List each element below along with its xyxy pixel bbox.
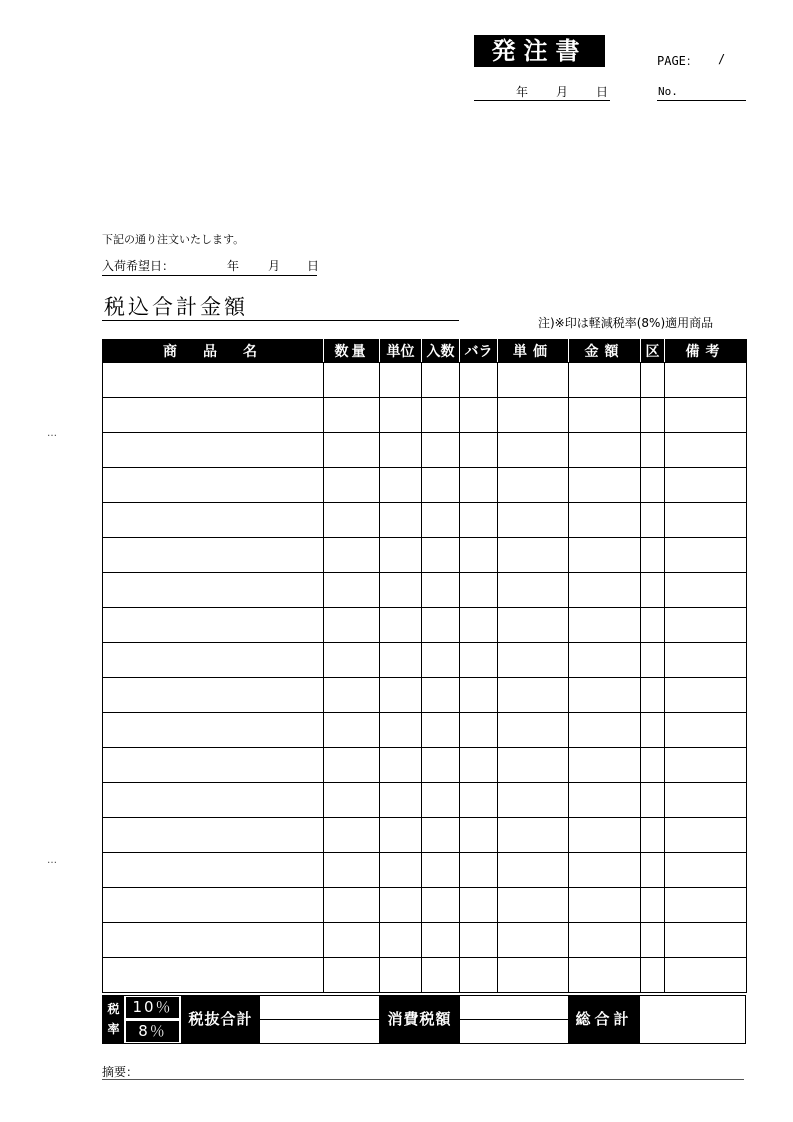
cell-quantity[interactable] bbox=[324, 748, 380, 783]
cell-remarks[interactable] bbox=[665, 608, 747, 643]
cell-category[interactable] bbox=[641, 853, 665, 888]
cell-category[interactable] bbox=[641, 363, 665, 398]
cell-category[interactable] bbox=[641, 783, 665, 818]
cell-unit[interactable] bbox=[380, 538, 422, 573]
cell-pack-qty[interactable] bbox=[422, 363, 460, 398]
cell-loose[interactable] bbox=[460, 573, 498, 608]
table-row bbox=[103, 573, 747, 608]
cell-remarks[interactable] bbox=[665, 503, 747, 538]
cell-unit[interactable] bbox=[380, 923, 422, 958]
cell-remarks[interactable] bbox=[665, 713, 747, 748]
cell-amount[interactable] bbox=[569, 538, 641, 573]
cell-unit-price[interactable] bbox=[498, 468, 569, 503]
cell-quantity[interactable] bbox=[324, 503, 380, 538]
cell-amount[interactable] bbox=[569, 888, 641, 923]
cell-unit[interactable] bbox=[380, 853, 422, 888]
cell-remarks[interactable] bbox=[665, 433, 747, 468]
date-day-label: 日 bbox=[596, 85, 609, 99]
table-header-row bbox=[103, 340, 747, 363]
cell-item-name[interactable] bbox=[103, 433, 324, 468]
cell-pack-qty[interactable] bbox=[422, 573, 460, 608]
cell-quantity[interactable] bbox=[324, 888, 380, 923]
cell-loose[interactable] bbox=[460, 713, 498, 748]
cell-unit[interactable] bbox=[380, 783, 422, 818]
cell-unit-price[interactable] bbox=[498, 503, 569, 538]
cell-unit-price[interactable] bbox=[498, 363, 569, 398]
cell-unit[interactable] bbox=[380, 818, 422, 853]
side-mark: … bbox=[47, 855, 57, 866]
cell-amount[interactable] bbox=[569, 678, 641, 713]
cell-item-name[interactable] bbox=[103, 503, 324, 538]
total-amount-field[interactable] bbox=[102, 290, 459, 321]
cell-remarks[interactable] bbox=[665, 538, 747, 573]
table-row bbox=[103, 643, 747, 678]
table-row bbox=[103, 678, 747, 713]
cell-quantity[interactable] bbox=[324, 818, 380, 853]
cell-quantity[interactable] bbox=[324, 853, 380, 888]
cell-unit[interactable] bbox=[380, 468, 422, 503]
cell-pack-qty[interactable] bbox=[422, 888, 460, 923]
cell-pack-qty[interactable] bbox=[422, 818, 460, 853]
cell-loose[interactable] bbox=[460, 783, 498, 818]
totals-footer bbox=[102, 995, 746, 1044]
cell-pack-qty[interactable] bbox=[422, 398, 460, 433]
cell-amount[interactable] bbox=[569, 398, 641, 433]
column-header-loose: バラ bbox=[460, 340, 498, 363]
cell-loose[interactable] bbox=[460, 888, 498, 923]
cell-category[interactable] bbox=[641, 573, 665, 608]
order-items-table bbox=[102, 339, 747, 993]
tax-rate-label-top: 税 bbox=[107, 1002, 120, 1016]
cell-remarks[interactable] bbox=[665, 468, 747, 503]
cell-item-name[interactable] bbox=[103, 888, 324, 923]
cell-pack-qty[interactable] bbox=[422, 608, 460, 643]
cell-loose[interactable] bbox=[460, 433, 498, 468]
table-row bbox=[103, 538, 747, 573]
cell-unit-price[interactable] bbox=[498, 608, 569, 643]
cell-category[interactable] bbox=[641, 713, 665, 748]
cell-loose[interactable] bbox=[460, 538, 498, 573]
cell-item-name[interactable] bbox=[103, 923, 324, 958]
cell-quantity[interactable] bbox=[324, 713, 380, 748]
cell-unit[interactable] bbox=[380, 503, 422, 538]
cell-quantity[interactable] bbox=[324, 783, 380, 818]
cell-category[interactable] bbox=[641, 678, 665, 713]
cell-quantity[interactable] bbox=[324, 468, 380, 503]
cell-remarks[interactable] bbox=[665, 818, 747, 853]
cell-amount[interactable] bbox=[569, 468, 641, 503]
column-header-quantity: 数量 bbox=[324, 340, 380, 363]
cell-loose[interactable] bbox=[460, 678, 498, 713]
cell-category[interactable] bbox=[641, 643, 665, 678]
cell-item-name[interactable] bbox=[103, 608, 324, 643]
tax-8-field[interactable] bbox=[460, 1020, 568, 1043]
cell-quantity[interactable] bbox=[324, 643, 380, 678]
cell-quantity[interactable] bbox=[324, 923, 380, 958]
date-month-label: 月 bbox=[556, 85, 569, 99]
cell-unit[interactable] bbox=[380, 433, 422, 468]
table-row bbox=[103, 503, 747, 538]
cell-unit-price[interactable] bbox=[498, 678, 569, 713]
cell-quantity[interactable] bbox=[324, 398, 380, 433]
cell-unit[interactable] bbox=[380, 678, 422, 713]
cell-unit[interactable] bbox=[380, 398, 422, 433]
cell-unit[interactable] bbox=[380, 713, 422, 748]
cell-item-name[interactable] bbox=[103, 783, 324, 818]
cell-unit-price[interactable] bbox=[498, 748, 569, 783]
cell-category[interactable] bbox=[641, 888, 665, 923]
cell-unit[interactable] bbox=[380, 608, 422, 643]
cell-category[interactable] bbox=[641, 433, 665, 468]
cell-category[interactable] bbox=[641, 398, 665, 433]
cell-item-name[interactable] bbox=[103, 713, 324, 748]
cell-pack-qty[interactable] bbox=[422, 748, 460, 783]
column-header-amount: 金額 bbox=[569, 340, 641, 363]
cell-loose[interactable] bbox=[460, 363, 498, 398]
cell-amount[interactable] bbox=[569, 503, 641, 538]
cell-unit[interactable] bbox=[380, 363, 422, 398]
cell-quantity[interactable] bbox=[324, 433, 380, 468]
cell-remarks[interactable] bbox=[665, 363, 747, 398]
cell-category[interactable] bbox=[641, 468, 665, 503]
tax-rate-label-bottom: 率 bbox=[107, 1022, 120, 1036]
cell-category[interactable] bbox=[641, 923, 665, 958]
cell-item-name[interactable] bbox=[103, 853, 324, 888]
cell-item-name[interactable] bbox=[103, 678, 324, 713]
cell-unit[interactable] bbox=[380, 888, 422, 923]
remarks-label: 摘要： bbox=[102, 1065, 139, 1079]
column-header-unit-price: 単価 bbox=[498, 340, 569, 363]
tax-rate-values bbox=[124, 996, 181, 1043]
cell-amount[interactable] bbox=[569, 643, 641, 678]
cell-loose[interactable] bbox=[460, 398, 498, 433]
cell-remarks[interactable] bbox=[665, 398, 747, 433]
order-number-field[interactable] bbox=[657, 81, 746, 101]
cell-loose[interactable] bbox=[460, 818, 498, 853]
cell-unit-price[interactable] bbox=[498, 818, 569, 853]
cell-remarks[interactable] bbox=[665, 678, 747, 713]
cell-item-name[interactable] bbox=[103, 468, 324, 503]
cell-category[interactable] bbox=[641, 608, 665, 643]
cell-amount[interactable] bbox=[569, 713, 641, 748]
cell-quantity[interactable] bbox=[324, 573, 380, 608]
table-row bbox=[103, 433, 747, 468]
table-row bbox=[103, 468, 747, 503]
cell-category[interactable] bbox=[641, 958, 665, 993]
cell-item-name[interactable] bbox=[103, 573, 324, 608]
subtotal-label: 税抜合計 bbox=[181, 996, 260, 1043]
page-label: PAGE： bbox=[657, 54, 698, 68]
tax-10-field[interactable] bbox=[460, 996, 568, 1019]
cell-amount[interactable] bbox=[569, 818, 641, 853]
cell-amount[interactable] bbox=[569, 853, 641, 888]
cell-remarks[interactable] bbox=[665, 853, 747, 888]
table-row bbox=[103, 398, 747, 433]
cell-unit[interactable] bbox=[380, 958, 422, 993]
table-row bbox=[103, 713, 747, 748]
cell-pack-qty[interactable] bbox=[422, 678, 460, 713]
cell-quantity[interactable] bbox=[324, 608, 380, 643]
cell-item-name[interactable] bbox=[103, 538, 324, 573]
issue-date-field[interactable] bbox=[474, 81, 610, 101]
grand-total-field[interactable] bbox=[640, 996, 745, 1043]
cell-unit[interactable] bbox=[380, 573, 422, 608]
order-number-label: No. bbox=[658, 85, 678, 98]
document-title: 発注書 bbox=[474, 35, 605, 67]
cell-unit-price[interactable] bbox=[498, 573, 569, 608]
cell-loose[interactable] bbox=[460, 923, 498, 958]
cell-quantity[interactable] bbox=[324, 958, 380, 993]
arrival-date-field[interactable] bbox=[102, 256, 320, 276]
cell-remarks[interactable] bbox=[665, 573, 747, 608]
cell-remarks[interactable] bbox=[665, 748, 747, 783]
cell-remarks[interactable] bbox=[665, 923, 747, 958]
cell-loose[interactable] bbox=[460, 958, 498, 993]
cell-unit-price[interactable] bbox=[498, 923, 569, 958]
table-row bbox=[103, 923, 747, 958]
cell-pack-qty[interactable] bbox=[422, 433, 460, 468]
consumption-tax-label: 消費税額 bbox=[379, 996, 460, 1043]
table-row bbox=[103, 783, 747, 818]
table-row bbox=[103, 818, 747, 853]
subtotal-8-field[interactable] bbox=[260, 1020, 379, 1043]
cell-category[interactable] bbox=[641, 818, 665, 853]
cell-pack-qty[interactable] bbox=[422, 958, 460, 993]
cell-loose[interactable] bbox=[460, 643, 498, 678]
cell-amount[interactable] bbox=[569, 573, 641, 608]
cell-remarks[interactable] bbox=[665, 783, 747, 818]
cell-amount[interactable] bbox=[569, 958, 641, 993]
side-mark: … bbox=[47, 428, 57, 439]
cell-loose[interactable] bbox=[460, 853, 498, 888]
cell-item-name[interactable] bbox=[103, 748, 324, 783]
cell-unit-price[interactable] bbox=[498, 958, 569, 993]
subtotal-10-field[interactable] bbox=[260, 996, 379, 1019]
cell-pack-qty[interactable] bbox=[422, 538, 460, 573]
cell-pack-qty[interactable] bbox=[422, 783, 460, 818]
total-amount-label: 税込合計金額 bbox=[104, 295, 248, 319]
column-header-category: 区 bbox=[641, 340, 665, 363]
cell-unit-price[interactable] bbox=[498, 433, 569, 468]
cell-item-name[interactable] bbox=[103, 958, 324, 993]
cell-item-name[interactable] bbox=[103, 643, 324, 678]
cell-loose[interactable] bbox=[460, 748, 498, 783]
table-row bbox=[103, 853, 747, 888]
cell-amount[interactable] bbox=[569, 783, 641, 818]
page-slash: / bbox=[718, 52, 726, 66]
arrival-year-label: 年 bbox=[227, 259, 240, 273]
remarks-field[interactable] bbox=[102, 1061, 744, 1080]
arrival-date-label: 入荷希望日： bbox=[102, 259, 175, 273]
cell-pack-qty[interactable] bbox=[422, 853, 460, 888]
cell-remarks[interactable] bbox=[665, 888, 747, 923]
cell-loose[interactable] bbox=[460, 503, 498, 538]
rate-10-label: 10％ bbox=[126, 997, 179, 1018]
cell-unit-price[interactable] bbox=[498, 538, 569, 573]
cell-amount[interactable] bbox=[569, 608, 641, 643]
table-row bbox=[103, 608, 747, 643]
cell-category[interactable] bbox=[641, 748, 665, 783]
cell-pack-qty[interactable] bbox=[422, 468, 460, 503]
cell-item-name[interactable] bbox=[103, 398, 324, 433]
column-header-remarks: 備考 bbox=[665, 340, 747, 363]
cell-remarks[interactable] bbox=[665, 643, 747, 678]
cell-amount[interactable] bbox=[569, 433, 641, 468]
cell-category[interactable] bbox=[641, 503, 665, 538]
cell-pack-qty[interactable] bbox=[422, 643, 460, 678]
cell-quantity[interactable] bbox=[324, 678, 380, 713]
cell-amount[interactable] bbox=[569, 748, 641, 783]
cell-unit-price[interactable] bbox=[498, 713, 569, 748]
tax-rate-label bbox=[103, 996, 124, 1043]
cell-pack-qty[interactable] bbox=[422, 923, 460, 958]
cell-loose[interactable] bbox=[460, 468, 498, 503]
column-header-item-name: 商 品 名 bbox=[103, 340, 324, 363]
cell-item-name[interactable] bbox=[103, 818, 324, 853]
arrival-month-label: 月 bbox=[268, 259, 281, 273]
cell-amount[interactable] bbox=[569, 363, 641, 398]
cell-pack-qty[interactable] bbox=[422, 503, 460, 538]
arrival-day-label: 日 bbox=[307, 259, 320, 273]
cell-quantity[interactable] bbox=[324, 363, 380, 398]
cell-category[interactable] bbox=[641, 538, 665, 573]
cell-unit-price[interactable] bbox=[498, 853, 569, 888]
table-row bbox=[103, 748, 747, 783]
cell-unit[interactable] bbox=[380, 643, 422, 678]
grand-total-label: 総合計 bbox=[568, 996, 640, 1043]
cell-unit-price[interactable] bbox=[498, 888, 569, 923]
column-header-pack-qty: 入数 bbox=[422, 340, 460, 363]
cell-loose[interactable] bbox=[460, 608, 498, 643]
cell-pack-qty[interactable] bbox=[422, 713, 460, 748]
cell-unit-price[interactable] bbox=[498, 783, 569, 818]
cell-quantity[interactable] bbox=[324, 538, 380, 573]
table-row bbox=[103, 888, 747, 923]
table-row bbox=[103, 958, 747, 993]
cell-item-name[interactable] bbox=[103, 363, 324, 398]
column-header-unit: 単位 bbox=[380, 340, 422, 363]
cell-unit[interactable] bbox=[380, 748, 422, 783]
cell-amount[interactable] bbox=[569, 923, 641, 958]
cell-remarks[interactable] bbox=[665, 958, 747, 993]
reduced-tax-note: 注)※印は軽減税率(8%)適用商品 bbox=[538, 316, 714, 330]
rate-8-label: 8％ bbox=[126, 1021, 179, 1042]
cell-unit-price[interactable] bbox=[498, 398, 569, 433]
date-year-label: 年 bbox=[516, 85, 529, 99]
cell-unit-price[interactable] bbox=[498, 643, 569, 678]
lead-text: 下記の通り注文いたします。 bbox=[102, 233, 245, 246]
table-row bbox=[103, 363, 747, 398]
